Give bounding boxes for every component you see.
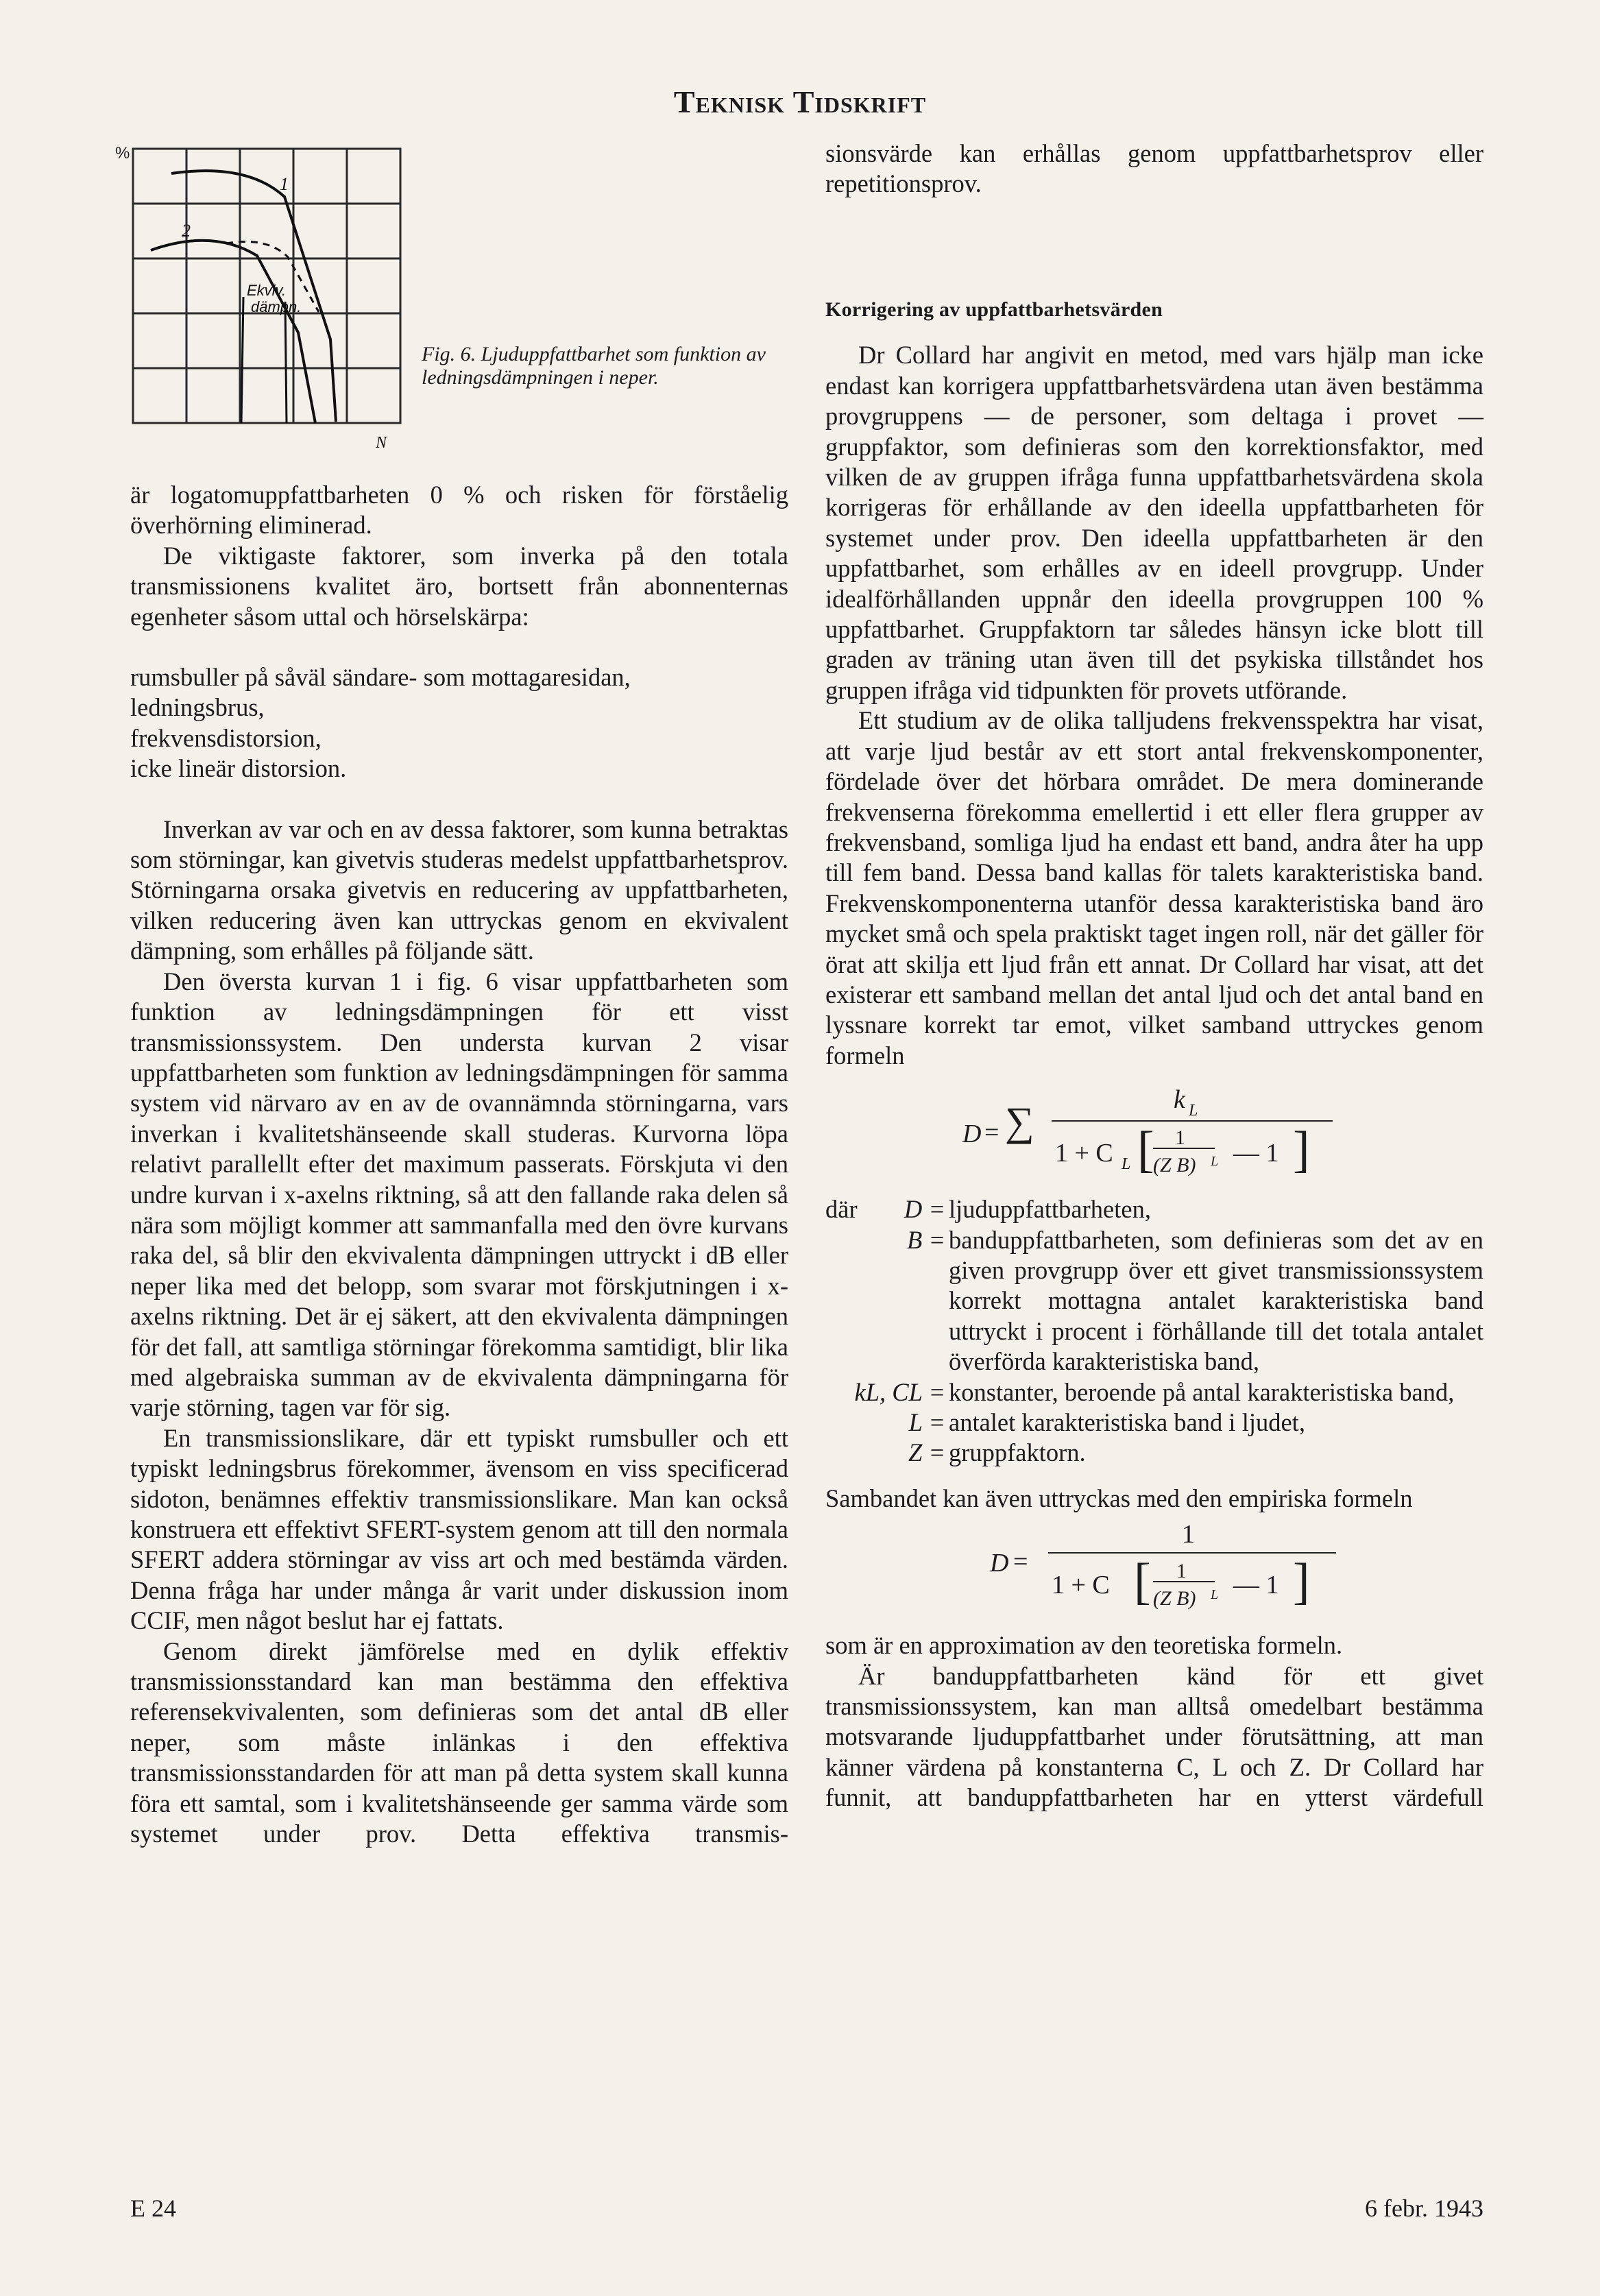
formula-lhs: D	[990, 1549, 1009, 1578]
definition-item	[825, 1194, 1483, 1224]
formula-numerator: 1	[1182, 1520, 1195, 1549]
journal-title: Teknisk Tidskrift	[673, 84, 927, 119]
minus-one: — 1	[1233, 1571, 1279, 1600]
definition-text: banduppfattbarheten, som definieras som det av en given provgrupp över ett givet transmissionssystem korrekt mottagna antalet karakteristiska band uttryckt i procent i förhållande till det totala antalet överförda karakteristiska band,	[949, 1225, 1483, 1376]
definition-text: gruppfaktorn.	[949, 1438, 1086, 1467]
factor-list	[130, 662, 788, 784]
formula-eq: =	[984, 1118, 999, 1148]
left-column	[130, 480, 788, 1849]
formula-1	[825, 1071, 1483, 1194]
dampn-label: dämpn.	[251, 298, 302, 315]
page-number: E 24	[130, 2195, 176, 2222]
left-paragraph: Inverkan av var och en av dessa faktorer, som kunna betraktas som störningar, kan givetvis studeras medelst uppfattbarhetsprov. Störningarna orsaka givetvis en reducering av uppfattbarheten, vilken reducering även kan uttryckas genom en ekvivalent dämpning, som erhålles på följande sätt.	[130, 814, 788, 965]
definition-label: Z =	[908, 1438, 945, 1467]
curve-2	[151, 241, 315, 423]
right-paragraph: Sambandet kan även uttryckas med den empiriska formeln	[825, 1484, 1413, 1512]
sum-symbol: ∑	[1005, 1099, 1034, 1145]
c-subscript: L	[1122, 1155, 1131, 1174]
ekviv-label: Ekviv.	[247, 282, 287, 299]
formula-2	[825, 1514, 1483, 1630]
definition-item	[825, 1377, 1483, 1407]
ekviv-line-2	[285, 302, 287, 423]
denominator-start: 1 + C	[1055, 1139, 1113, 1168]
left-paragraph: Genom direkt jämförelse med en dylik effektiv transmissionsstandard kan man bestämma den effektiva referensekvivalenten, som definieras som det antal dB eller neper, som måste inlänkas i den effektiva transmissionsstandarden för att man på detta system skall kunna föra ett samtal, som i kvalitetshänseende ger samma värde som systemet under prov. Detta effektiva transmis-	[130, 1636, 788, 1848]
right-paragraph: sionsvärde kan erhållas genom uppfattbarhetsprov eller repetitionsprov.	[825, 139, 1483, 198]
right-column	[825, 295, 1483, 1813]
right-paragraph: Ett studium av de olika talljudens frekvensspektra har visat, att varje ljud består av ett stort antal frekvenskomponenter, fördelade över det hörbara området. De mera dominerande frekvenserna förekomma emellertid i ett eller flera grupper av frekvensband, somliga ljud ha endast ett band, andra åter ha upp till fem band. Dessa band kallas för talets karakteristiska band. Frekvenskomponenterna utanför dessa karakteristiska band äro mycket små och spela praktiskt taget ingen roll, när det gäller för örat att skilja ett ljud från ett annat. Dr Collard har visat, att det existerar ett samband mellan det antal ljud och det antal band en lyssnare korrekt tar emot, vilket samband uttryckes genom formeln	[825, 706, 1483, 1070]
inner-denominator: (Z B)	[1153, 1587, 1196, 1610]
definition-label: L =	[908, 1408, 945, 1436]
fraction-bar	[1052, 1120, 1333, 1122]
x-unit-label: N	[376, 434, 387, 452]
definition-text: antalet karakteristiska band i ljudet,	[949, 1408, 1305, 1436]
numerator-k: k	[1174, 1085, 1185, 1115]
left-bracket: [	[1134, 1554, 1151, 1610]
definition-label: B =	[906, 1225, 945, 1254]
left-paragraph: Den översta kurvan 1 i fig. 6 visar uppfattbarheten som funktion av ledningsdämpningen för ett visst transmissionssystem. Den understa kurvan 2 visar uppfattbarheten som funktion av ledningsdämpningen för samma system vid närvaro av en av de ovannämnda störningarna, vars inverkan i kvalitetshänseende skall studeras. Kurvorna löpa relativt parallellt efter det maximum passerats. Förskjuta vi den undre kurvan i x-axelns riktning, så att den fallande raka delen så nära som möjligt kommer att sammanfalla med den övre kurvans raka del, så blir den ekvivalenta dämpningen uttryckt i dB eller neper lika med det belopp, som svarar mot förskjutningen i x-axelns riktning. Det är ej säkert, att den ekvivalenta dämpningen för det fall, att samtliga störningar förekomma samtidigt, blir lika med algebraiska summan av de ekvivalenta dämpningarna för varje störning, tagen var för sig.	[130, 967, 788, 1422]
right-bracket: ]	[1293, 1554, 1310, 1610]
issue-date: 6 febr. 1943	[1365, 2195, 1483, 2222]
definition-label: D =	[904, 1195, 945, 1224]
definition-item	[825, 1225, 1483, 1377]
left-paragraph: De viktigaste faktorer, som inverka på den totala transmissionens kvalitet äro, bortsett från abonnenternas egenheter såsom uttal och hörselskärpa:	[130, 541, 788, 631]
y-unit-label: %	[115, 144, 130, 162]
formula-eq: =	[1013, 1547, 1028, 1577]
right-paragraph: Dr Collard har angivit en metod, med vars hjälp man icke endast kan korrigera uppfattbarhetsvärdena utan även bestämma provgruppens — de personer, som deltaga i provet — gruppfaktor, som definieras som den korrektionsfaktor, med vilken de av gruppen ifråga funna uppfattbarhetsvärdena skola korrigeras för erhållande av den ideella uppfattbarheten för systemet under prov. Den ideella uppfattbarheten är den uppfattbarhet, som erhålles av en ideell provgrupp. Under idealförhållanden uppnår den ideella provgruppen 100 % uppfattbarhet. Gruppfaktorn tar således hänsyn icke blott till graden av träning utan även till det psykiska tillståndet hos gruppen ifråga vid tidpunkten för provets utförande.	[825, 341, 1483, 704]
left-bracket: [	[1137, 1122, 1154, 1179]
figure-6-plot	[110, 141, 418, 459]
definition-text: konstanter, beroende på antal karakteristiska band,	[949, 1377, 1455, 1406]
definition-item	[825, 1438, 1483, 1468]
curve-1-label: 1	[280, 174, 289, 194]
list-item: frekvensdistorsion,	[130, 723, 322, 752]
definition-item	[825, 1407, 1483, 1438]
right-bracket: ]	[1293, 1122, 1310, 1179]
left-paragraph: är logatomuppfattbarheten 0 % och risken för förståelig överhörning eliminerad.	[130, 481, 788, 540]
section-heading: Korrigering av uppfattbarhetsvärden	[825, 298, 1163, 321]
inner-numerator: 1	[1175, 1126, 1185, 1150]
inner-fraction-bar	[1153, 1581, 1215, 1582]
inner-numerator: 1	[1176, 1560, 1187, 1583]
right-paragraph: Är banduppfattbarheten känd för ett givet transmissionssystem, kan man alltså omedelbart bestämma motsvarande ljuduppfattbarhet under förutsättning, att man känner värdena på konstanterna C, L och Z. Dr Collard har funnit, att banduppfattbarheten har en ytterst värdefull	[825, 1661, 1483, 1812]
minus-one: — 1	[1233, 1139, 1279, 1168]
figure-caption: Fig. 6. Ljuduppfattbarhet som funktion av ledningsdämpningen i neper.	[422, 343, 766, 389]
exponent: L	[1211, 1587, 1219, 1603]
right-paragraph: som är en approximation av den teoretiska formeln.	[825, 1631, 1343, 1660]
definitions	[825, 1194, 1483, 1469]
list-item: ledningsbrus,	[130, 693, 265, 722]
defs-intro: där	[825, 1195, 858, 1224]
denominator-start: 1 + C	[1052, 1571, 1110, 1600]
left-paragraph: En transmissionslikare, där ett typiskt rumsbuller och ett typiskt ledningsbrus förekommer, ävensom en viss specificerad sidoton, benämnes effektiv transmissionslikare. Man kan också konstruera ett effektivt SFERT-system genom att till den normala SFERT addera störningar av viss art och med bestämda värden. Denna fråga har under många år varit under diskussion inom CCIF, men något beslut har ej fattats.	[130, 1423, 788, 1635]
numerator-sub: L	[1189, 1102, 1198, 1120]
right-column-top	[825, 138, 1483, 200]
definition-label: kL, CL =	[854, 1377, 945, 1406]
curve-2-label: 2	[182, 221, 191, 241]
ekviv-line	[241, 297, 243, 423]
inner-denominator: (Z B)	[1153, 1154, 1196, 1177]
list-item: rumsbuller på såväl sändare- som mottagaresidan,	[130, 663, 631, 692]
list-item: icke lineär distorsion.	[130, 754, 347, 783]
inner-fraction-bar	[1153, 1148, 1215, 1149]
exponent: L	[1211, 1154, 1219, 1170]
definition-text: ljuduppfattbarheten,	[949, 1195, 1151, 1224]
formula-lhs: D	[962, 1120, 982, 1149]
